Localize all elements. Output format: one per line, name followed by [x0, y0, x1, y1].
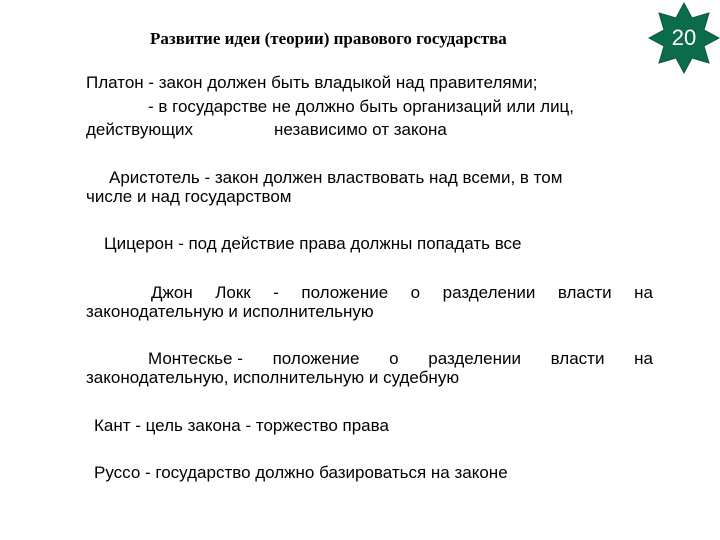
locke-line-2: законодательную и исполнительную	[86, 302, 374, 321]
rousseau-line-1: Руссо - государство должно базироваться на законе	[94, 463, 508, 482]
locke-word: власти	[557, 283, 612, 302]
slide-number: 20	[671, 25, 697, 50]
platon-line-3b: независимо от закона	[274, 120, 447, 139]
montesquieu-word: на	[634, 349, 653, 368]
montesquieu-word: о	[389, 349, 399, 368]
locke-word: положение	[301, 283, 389, 302]
aristotle-line-1: Аристотель - закон должен властвовать над всеми, в том	[109, 168, 563, 187]
platon-line-1: Платон - закон должен быть владыкой над правителями;	[86, 73, 538, 92]
aristotle-line-2: числе и над государством	[86, 187, 292, 206]
platon-line-2: - в государстве не должно быть организаций или лиц,	[148, 97, 575, 116]
kant-line-1: Кант - цель закона - торжество права	[94, 416, 389, 435]
locke-word: Джон	[151, 283, 193, 302]
montesquieu-line-1	[148, 349, 653, 369]
montesquieu-word: власти	[550, 349, 605, 368]
montesquieu-word: положение	[272, 349, 360, 368]
locke-word: -	[273, 283, 279, 302]
locke-line-1	[151, 283, 653, 303]
montesquieu-line-2: законодательную, исполнительную и судебную	[86, 368, 460, 387]
locke-word: Локк	[215, 283, 251, 302]
locke-word: разделении	[442, 283, 536, 302]
slide-title: Развитие идеи (теории) правового государства	[150, 29, 507, 48]
montesquieu-word: Монтескье -	[148, 349, 243, 368]
montesquieu-word: разделении	[428, 349, 521, 368]
locke-word: о	[410, 283, 421, 302]
cicero-line-1: Цицерон - под действие права должны попадать все	[104, 234, 522, 253]
platon-line-3a: действующих	[86, 120, 194, 139]
locke-word: на	[634, 283, 653, 302]
slide-number-badge	[648, 2, 720, 74]
